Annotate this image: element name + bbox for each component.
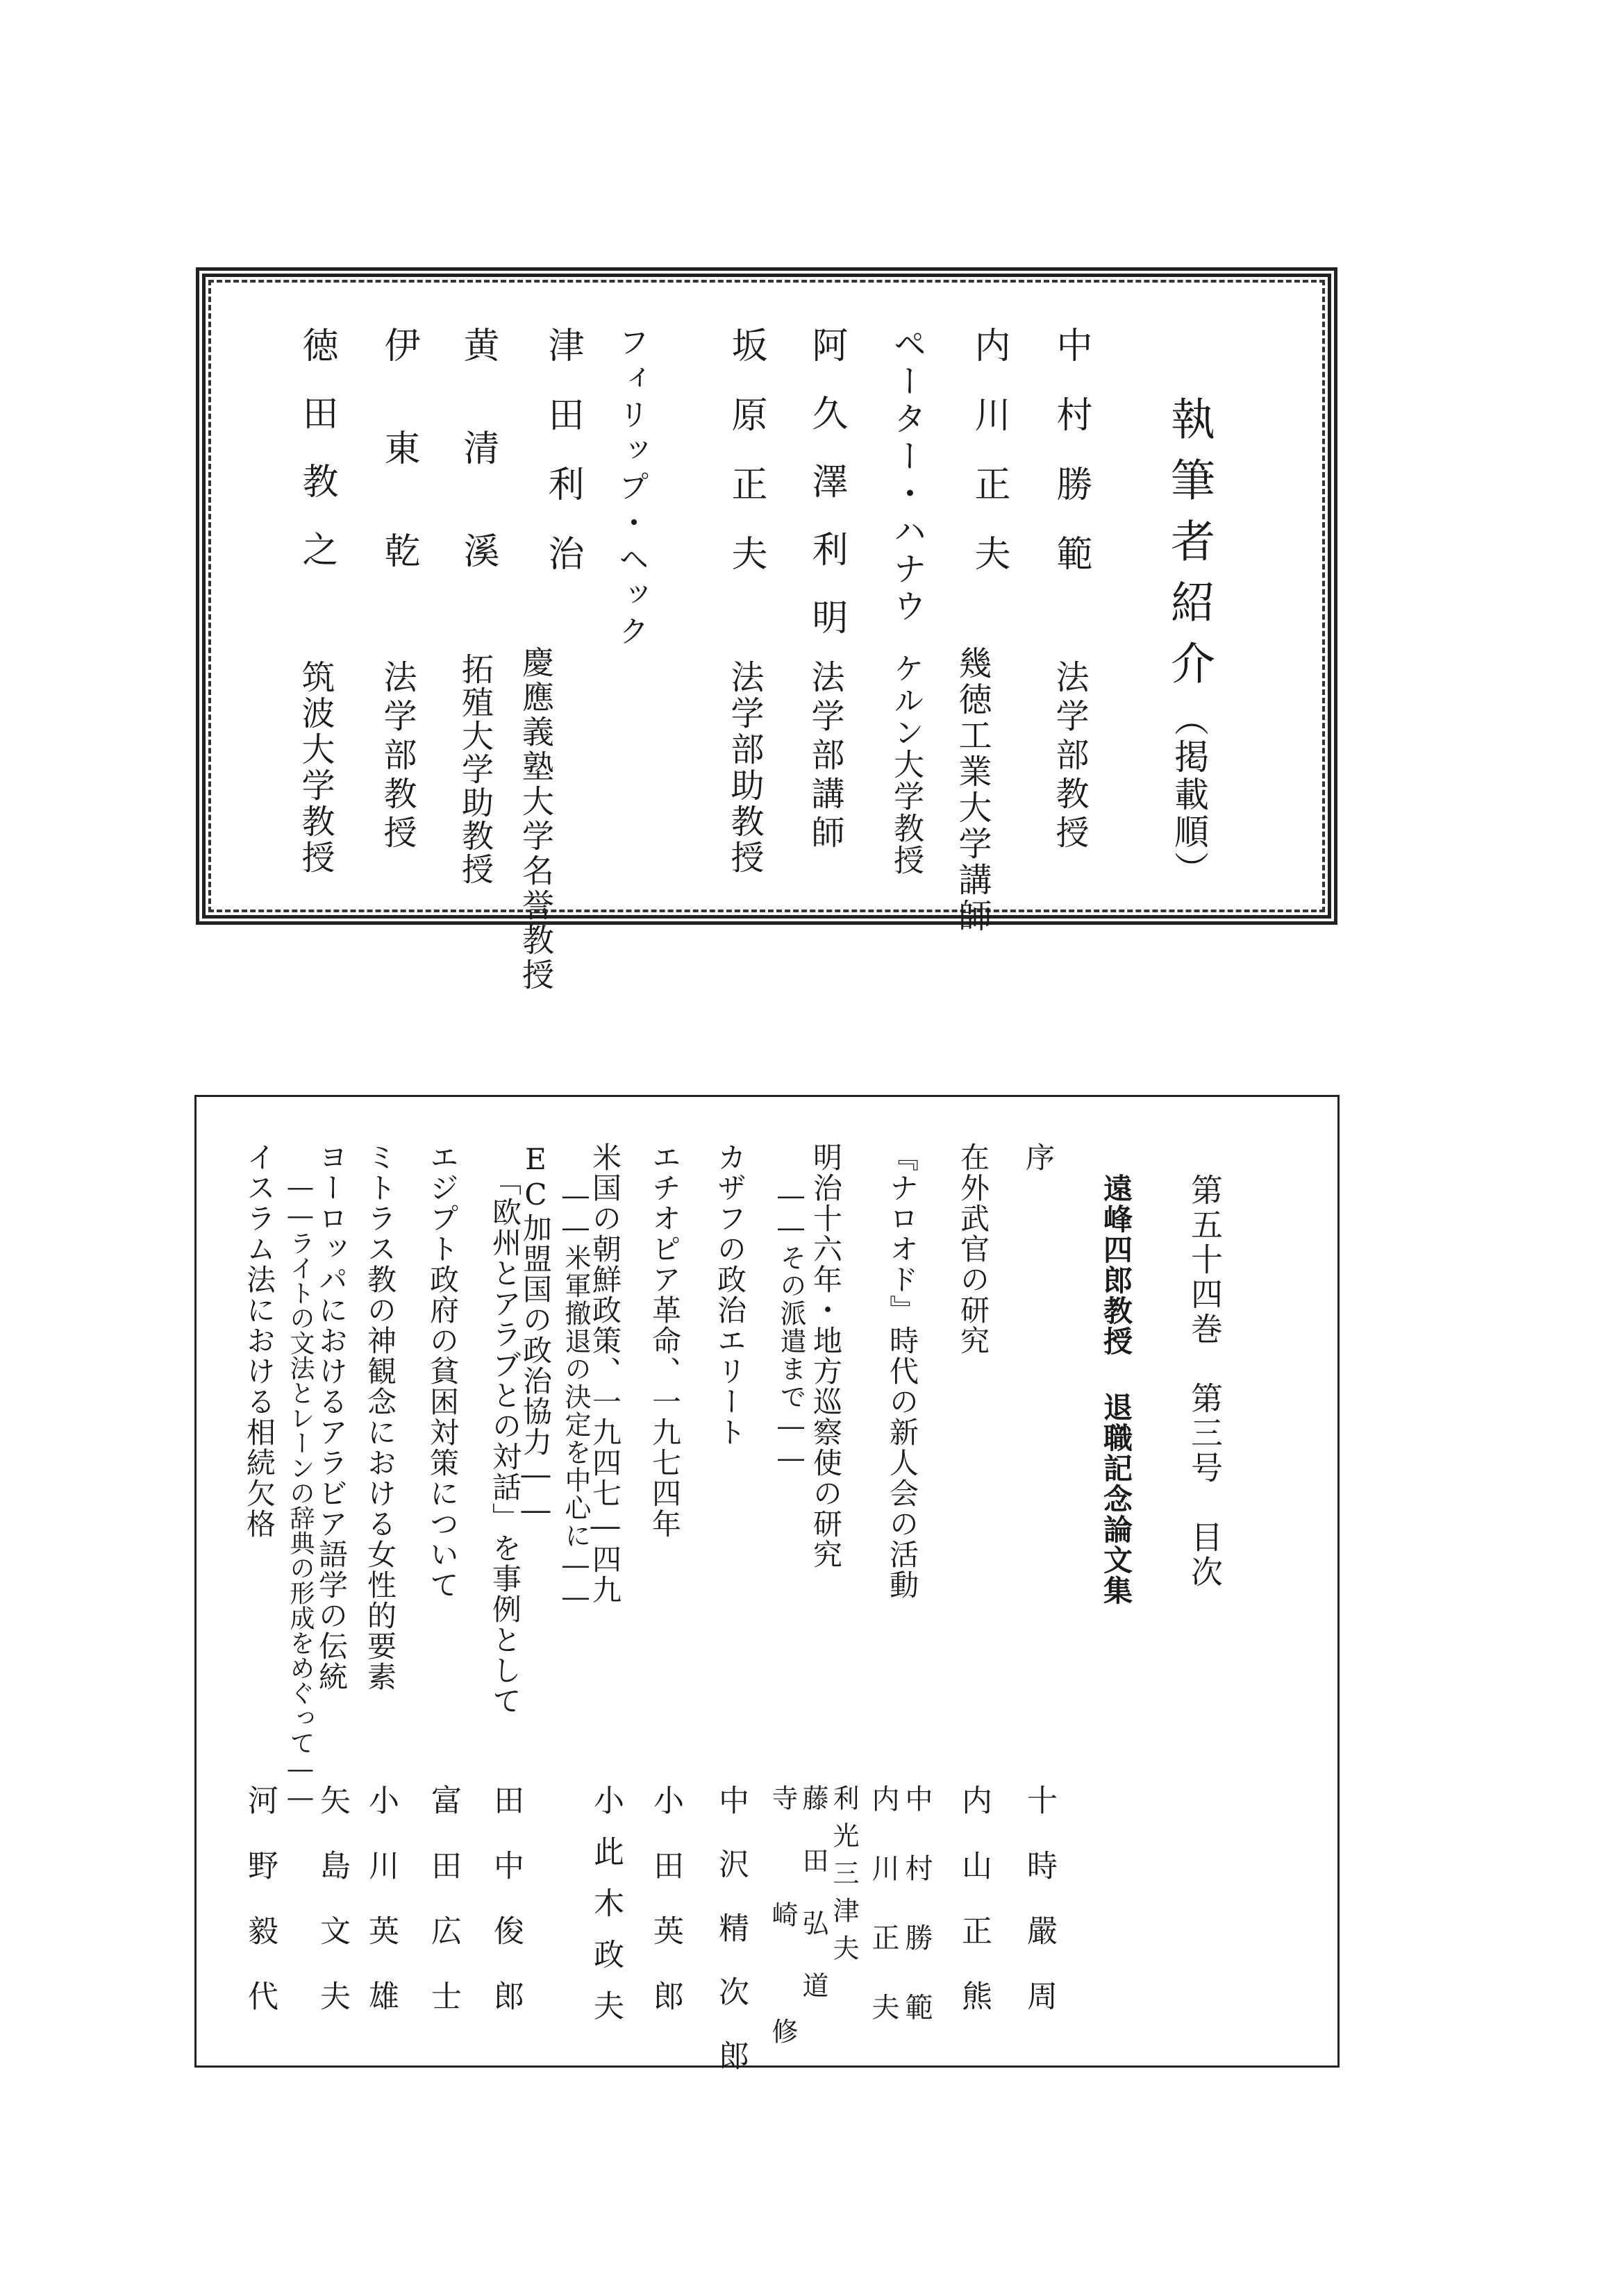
toc-title: 在外武官の研究: [956, 1142, 990, 1356]
toc-title: EC加盟国の政治協力――: [519, 1142, 553, 1528]
contributors-heading-note: （掲載順）: [1169, 701, 1209, 889]
toc-author: 河野毅代: [242, 1784, 278, 2045]
toc-author: 利光三津夫: [828, 1784, 859, 1972]
toc-author: 富田広士: [426, 1784, 461, 2045]
toc-title: イスラム法における相続欠格: [242, 1142, 276, 1539]
contributor-affiliation: 法学部教授: [1050, 660, 1089, 854]
toc-subtitle: ――米軍撤退の決定を中心に――: [560, 1180, 591, 1614]
contents-subtitle: 遠峰四郎教授 退職記念論文集: [1099, 1173, 1133, 1606]
contributor-name: 内川正夫: [968, 326, 1010, 604]
toc-author: 小川英雄: [363, 1784, 399, 2045]
toc-title: エチオピア革命、一九七四年: [648, 1142, 682, 1539]
contributor-name: 津田利治: [542, 326, 583, 604]
contributor-affiliation: 幾徳工業大学講師: [953, 646, 992, 935]
toc-author: 小此木政夫: [588, 1784, 624, 2041]
contributor-affiliation: 法学部講師: [806, 660, 844, 854]
toc-title: ヨーロッパにおけるアラビア語学の伝統: [315, 1142, 349, 1692]
toc-title: エジプト政府の貧困対策について: [426, 1142, 460, 1600]
contributor-name: 伊東乾: [378, 326, 419, 635]
toc-title: 序: [1021, 1142, 1056, 1171]
toc-author: 田中俊郎: [488, 1784, 524, 2045]
toc-author: 内川正夫: [867, 1784, 899, 2062]
contributor-name: 中村勝範: [1050, 326, 1092, 604]
toc-title: ミトラス教の神観念における女性的要素: [363, 1142, 397, 1692]
contents-volume: 第五十四巻 第三号 目次: [1186, 1173, 1224, 1590]
toc-author: 中沢精次郎: [713, 1784, 749, 2104]
toc-title: 明治十六年・地方巡察使の研究: [809, 1142, 843, 1570]
contributor-affiliation: 法学部助教授: [725, 660, 764, 876]
contributor-name: フィリップ・ヘック: [613, 326, 649, 651]
contributor-affiliation: 筑波大学教授: [296, 660, 335, 876]
toc-subtitle: ――ライトの文法とレーンの辞典の形成をめぐって――: [286, 1173, 315, 1812]
toc-title: 「欧州とアラブとの対話」を事例として: [488, 1166, 522, 1716]
toc-title: カザフの政治エリート: [713, 1142, 747, 1448]
toc-author: 中村勝範: [901, 1784, 933, 2062]
contributor-affiliation: 慶應義塾大学名誉教授: [517, 646, 555, 993]
toc-author: 藤田弘道: [798, 1784, 828, 2034]
toc-title: 『ナロオド』時代の新人会の活動: [885, 1142, 919, 1600]
contributors-heading-text: 執筆者紹介: [1163, 396, 1215, 701]
contributor-name: 阿久澤利明: [806, 326, 847, 667]
toc-author: 十時嚴周: [1021, 1784, 1057, 2045]
contributor-affiliation: ケルン大学教授: [888, 653, 924, 876]
toc-title: 米国の朝鮮政策、一九四七―四九: [588, 1142, 622, 1605]
toc-subtitle: ――その派遣まで――: [776, 1180, 806, 1475]
contributor-name: ペーター・ハナウ: [887, 326, 926, 626]
toc-author: 小田英郎: [648, 1784, 683, 2045]
toc-author: 寺崎修: [767, 1784, 798, 2134]
contributor-affiliation: 法学部教授: [378, 660, 417, 854]
contributor-name: 黄清溪: [457, 326, 499, 635]
contributor-name: 徳田教之: [296, 326, 337, 598]
contributors-heading: [1163, 396, 1215, 889]
contributor-name: 坂原正夫: [725, 326, 767, 604]
contributor-affiliation: 拓殖大学助教授: [457, 653, 494, 886]
toc-author: 内山正熊: [956, 1784, 992, 2045]
toc-author: 矢島文夫: [315, 1784, 350, 2045]
